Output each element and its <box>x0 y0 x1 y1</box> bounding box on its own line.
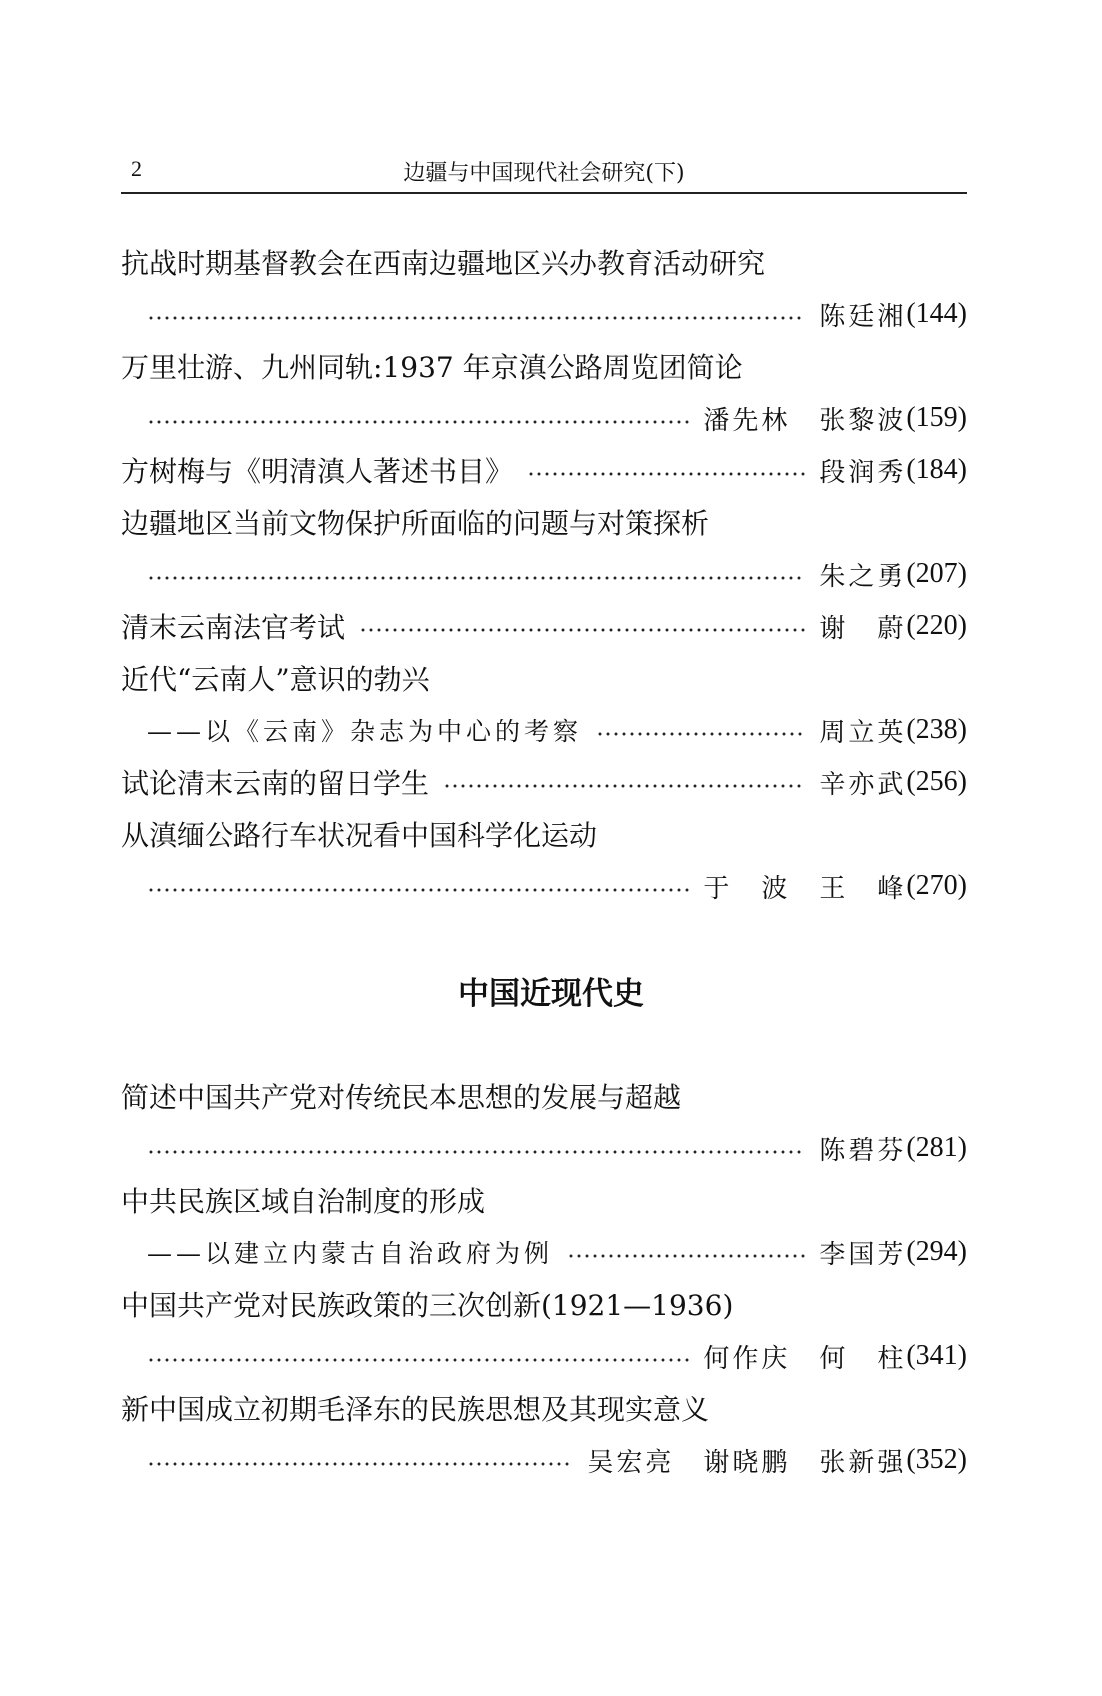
toc-entry-title: 中共民族区域自治制度的形成 <box>121 1185 486 1218</box>
toc-entry-title: 从滇缅公路行车状况看中国科学化运动 <box>121 819 598 852</box>
toc-entry-title: 万里壮游、九州同轨:1937 年京滇公路周览团简论 <box>121 351 743 384</box>
toc-entry-title: 新中国成立初期毛泽东的民族思想及其现实意义 <box>121 1393 710 1426</box>
toc-entry: 方树梅与《明清滇人著述书目》 段润秀 (184) <box>121 454 967 488</box>
book-title: 边疆与中国现代社会研究(下) <box>403 161 685 186</box>
toc-entry-title: 简述中国共产党对传统民本思想的发展与超越 <box>121 1081 682 1114</box>
toc-entry-subtitle: ——以《云南》杂志为中心的考察 周立英 (238) <box>147 714 967 748</box>
toc-entry-leader: 何作庆 何 柱 (341) <box>121 1336 967 1376</box>
toc-entry-leader: 潘先林 张黎波 (159) <box>121 398 967 438</box>
toc-entry: 试论清末云南的留日学生 辛亦武 (256) <box>121 766 967 800</box>
toc-entry-title: 近代“云南人”意识的勃兴 <box>121 663 430 696</box>
toc-entry-leader: 朱之勇 (207) <box>121 554 967 594</box>
toc-entry-title: 抗战时期基督教会在西南边疆地区兴办教育活动研究 <box>121 247 766 280</box>
toc-entry-subtitle: ——以建立内蒙古自治政府为例 李国芳 (294) <box>147 1236 967 1270</box>
section-heading: 中国近现代史 <box>458 976 644 1012</box>
toc-entry-title: 中国共产党对民族政策的三次创新(1921—1936) <box>121 1289 734 1322</box>
running-header <box>121 152 967 194</box>
toc-entry-leader: 陈碧芬 (281) <box>121 1128 967 1168</box>
toc-entry-leader: 陈廷湘 (144) <box>121 294 967 334</box>
toc-entry: 清末云南法官考试 谢 蔚 (220) <box>121 610 967 644</box>
toc-entry-title: 边疆地区当前文物保护所面临的问题与对策探析 <box>121 507 710 540</box>
toc-entry-leader: 于 波 王 峰 (270) <box>121 866 967 906</box>
page-number: 2 <box>131 156 142 181</box>
toc-entry-leader: 吴宏亮 谢晓鹏 张新强 (352) <box>121 1440 967 1480</box>
